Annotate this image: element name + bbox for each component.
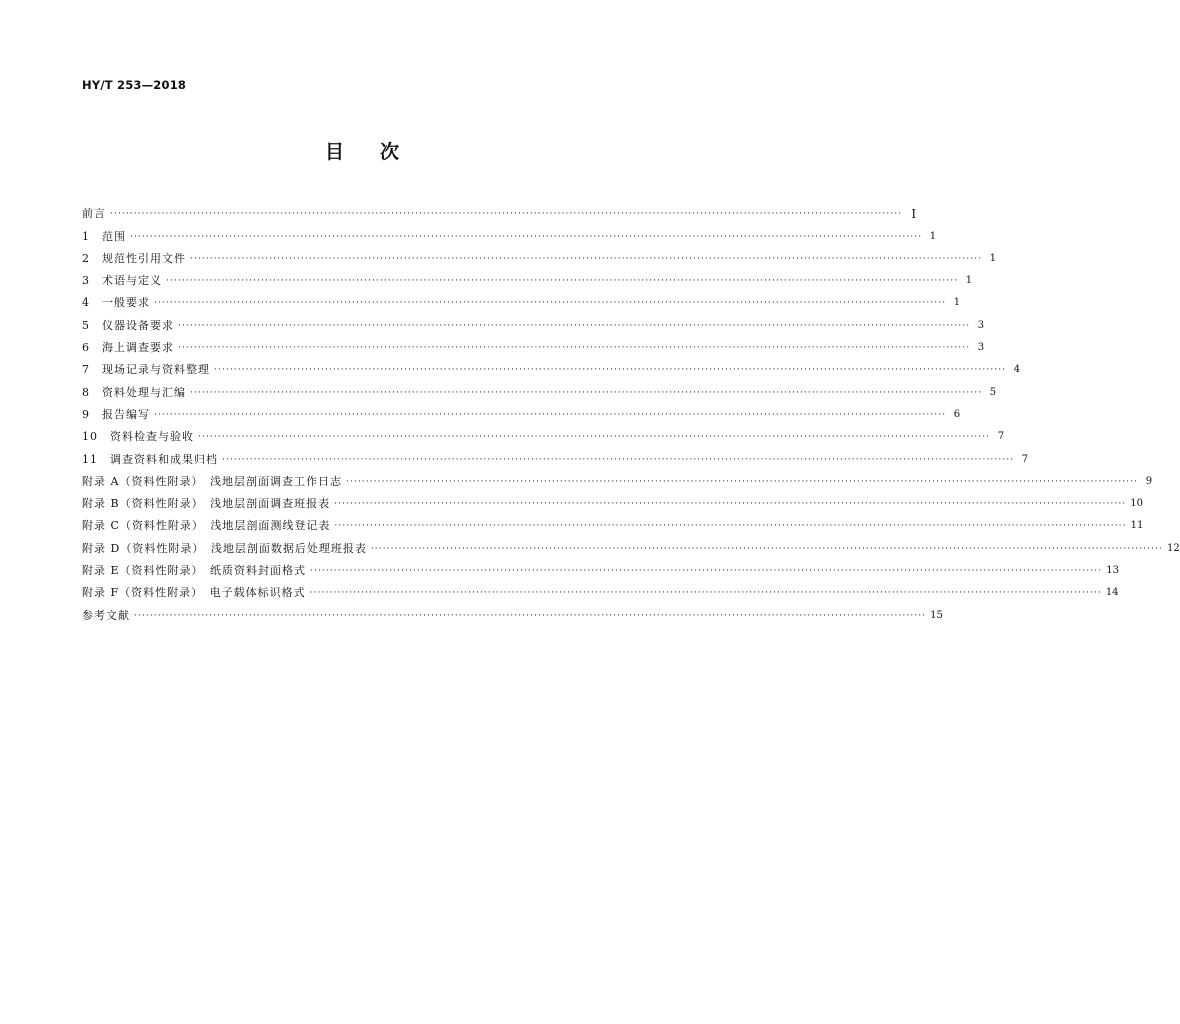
- toc-entry-page: 1: [929, 230, 937, 242]
- table-of-contents: [82, 199, 1180, 623]
- toc-entry-label: 附录 D（资料性附录） 浅地层剖面数据后处理班报表: [82, 541, 367, 555]
- toc-entry-label: 5 仪器设备要求: [82, 318, 174, 332]
- toc-leader-dots: ········································································································································································································: [154, 409, 947, 420]
- toc-leader-dots: ········································································································································································································: [166, 276, 959, 287]
- toc-entry-page: 12: [1167, 542, 1180, 554]
- toc-entry-label: 1 范围: [82, 229, 126, 243]
- document-code: HY/T 253—2018: [82, 78, 187, 92]
- toc-entry-page: 13: [1106, 565, 1119, 577]
- toc-entry-label: 9 报告编写: [82, 407, 150, 421]
- toc-entry-appendix-c[interactable]: [82, 511, 1144, 533]
- toc-entry-appendix-e[interactable]: [82, 556, 1119, 578]
- toc-entry-label: 7 现场记录与资料整理: [82, 363, 210, 377]
- toc-leader-dots: ········································································································································································································: [214, 365, 1007, 376]
- toc-entry-page: 7: [1021, 453, 1029, 465]
- toc-entry-9[interactable]: [82, 400, 961, 422]
- toc-entry-preface[interactable]: [82, 199, 917, 222]
- toc-entry-label: 前言: [82, 207, 106, 221]
- toc-entry-5[interactable]: [82, 310, 985, 332]
- toc-entry-page: 14: [1105, 587, 1119, 599]
- toc-entry-page: 7: [997, 431, 1005, 443]
- toc-entry-1[interactable]: [82, 221, 937, 243]
- toc-leader-dots: ········································································································································································································: [309, 588, 1102, 599]
- toc-leader-dots: ········································································································································································································: [345, 476, 1139, 487]
- toc-entry-3[interactable]: [82, 266, 973, 288]
- toc-leader-dots: ········································································································································································································: [334, 499, 1127, 510]
- toc-entry-label: 附录 A（资料性附录） 浅地层剖面调查工作日志: [82, 474, 342, 488]
- toc-entry-4[interactable]: [82, 288, 961, 310]
- toc-leader-dots: ········································································································································································································: [110, 209, 903, 220]
- toc-entry-page: 10: [1130, 498, 1143, 510]
- toc-entry-appendix-b[interactable]: [82, 489, 1143, 511]
- toc-entry-label: 6 海上调查要求: [82, 341, 174, 355]
- toc-leader-dots: ········································································································································································································: [370, 543, 1163, 554]
- toc-entry-page: 15: [930, 609, 943, 621]
- toc-entry-label: 10 资料检查与验收: [82, 430, 194, 444]
- toc-entry-6[interactable]: [82, 333, 985, 355]
- toc-entry-page: I: [911, 207, 917, 222]
- toc-entry-7[interactable]: [82, 355, 1021, 377]
- toc-entry-page: 11: [1130, 520, 1144, 532]
- toc-entry-appendix-a[interactable]: [82, 467, 1153, 489]
- toc-entry-label: 2 规范性引用文件: [82, 251, 186, 265]
- toc-leader-dots: ········································································································································································································: [178, 320, 971, 331]
- toc-entry-page: 4: [1013, 364, 1021, 376]
- page-title: 目次: [324, 141, 435, 163]
- toc-entry-page: 1: [965, 275, 973, 287]
- toc-entry-references[interactable]: [82, 600, 943, 622]
- toc-entry-label: 附录 C（资料性附录） 浅地层剖面测线登记表: [82, 519, 331, 533]
- toc-entry-label: 8 资料处理与汇编: [82, 385, 186, 399]
- toc-leader-dots: ········································································································································································································: [222, 454, 1015, 465]
- toc-entry-page: 1: [989, 252, 997, 264]
- toc-leader-dots: ········································································································································································································: [190, 387, 983, 398]
- toc-entry-page: 5: [989, 386, 997, 398]
- toc-leader-dots: ········································································································································································································: [334, 521, 1127, 532]
- toc-leader-dots: ········································································································································································································: [310, 566, 1103, 577]
- toc-entry-label: 11 调查资料和成果归档: [82, 452, 218, 466]
- toc-entry-page: 3: [977, 342, 985, 354]
- toc-entry-label: 3 术语与定义: [82, 274, 162, 288]
- toc-entry-label: 附录 E（资料性附录） 纸质资料封面格式: [82, 564, 307, 578]
- toc-entry-11[interactable]: [82, 444, 1029, 466]
- toc-entry-page: 3: [977, 319, 985, 331]
- toc-leader-dots: ········································································································································································································: [178, 343, 971, 354]
- toc-leader-dots: ········································································································································································································: [198, 432, 991, 443]
- toc-entry-appendix-f[interactable]: [82, 578, 1119, 600]
- toc-leader-dots: ········································································································································································································: [154, 298, 947, 309]
- toc-entry-10[interactable]: [82, 422, 1005, 444]
- toc-entry-2[interactable]: [82, 244, 997, 266]
- toc-entry-appendix-d[interactable]: [82, 533, 1180, 555]
- toc-entry-label: 附录 B（资料性附录） 浅地层剖面调查班报表: [82, 497, 331, 511]
- toc-entry-label: 附录 F（资料性附录） 电子载体标识格式: [82, 586, 306, 600]
- toc-entry-page: 9: [1145, 475, 1153, 487]
- toc-leader-dots: ········································································································································································································: [130, 231, 923, 242]
- toc-entry-page: 6: [953, 408, 961, 420]
- toc-entry-label: 参考文献: [82, 608, 130, 622]
- toc-leader-dots: ········································································································································································································: [134, 610, 927, 621]
- toc-leader-dots: ········································································································································································································: [190, 253, 983, 264]
- toc-entry-page: 1: [953, 297, 961, 309]
- toc-entry-label: 4 一般要求: [82, 296, 150, 310]
- toc-entry-8[interactable]: [82, 377, 997, 399]
